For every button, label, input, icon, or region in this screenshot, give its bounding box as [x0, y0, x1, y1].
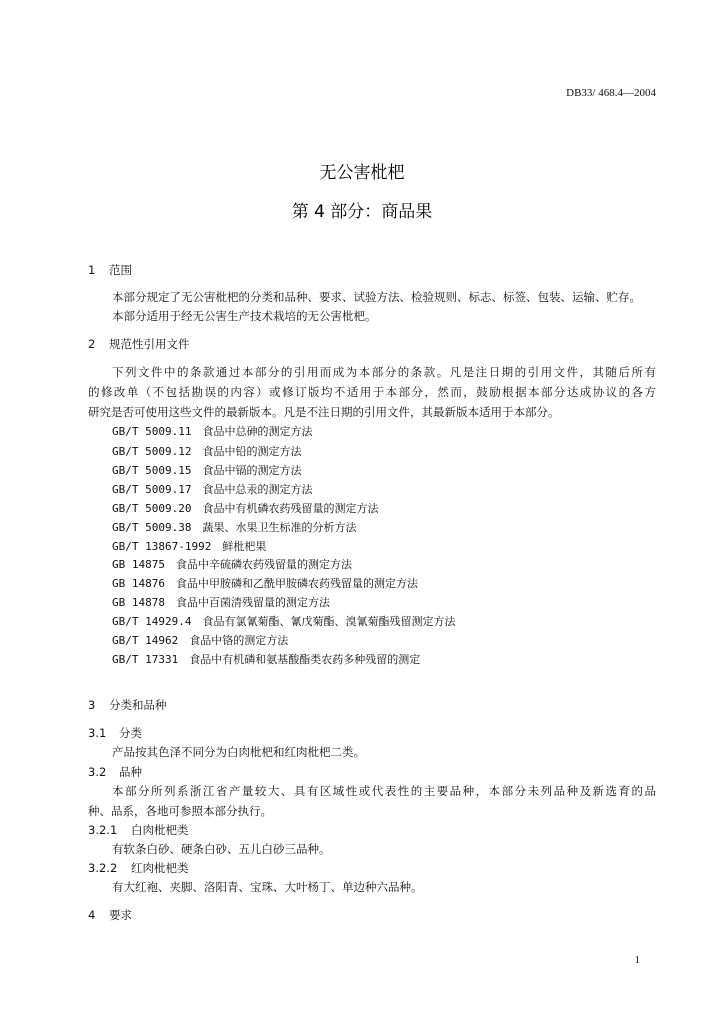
section-1-title: 范围 [109, 263, 132, 277]
section-3-title: 分类和品种 [109, 698, 167, 712]
subsection-3-2-1-heading [88, 822, 189, 838]
reference-item: GB/T 14929.4 食品有氯氰菊酯、氰戊菊酯、溴氰菊酯残留测定方法 [112, 615, 456, 628]
standard-number: DB33/ 468.4—2004 [566, 87, 656, 99]
subsection-3-2-heading [88, 764, 142, 780]
subsection-3-2-2-text: 有大红袍、夹脚、洛阳青、宝珠、大叶杨丁、单边种六品种。 [112, 880, 423, 894]
section-1-number: 1 [88, 263, 96, 277]
subsection-3-1-text: 产品按其色泽不同分为白肉枇杷和红肉枇杷二类。 [112, 745, 365, 759]
subsection-3-1-title: 分类 [119, 726, 142, 740]
section-2-intro-line-3: 研究是否可使用这些文件的最新版本。凡是不注日期的引用文件，其最新版本适用于本部分。 [88, 405, 560, 419]
reference-item: GB 14875 食品中辛硫磷农药残留量的测定方法 [112, 558, 352, 571]
subsection-3-1-heading [88, 725, 142, 741]
subsection-3-2-title: 品种 [119, 765, 142, 779]
subsection-3-2-2-number: 3.2.2 [88, 861, 118, 875]
section-4-number: 4 [88, 908, 96, 922]
page-number: 1 [634, 954, 640, 966]
section-3-number: 3 [88, 698, 96, 712]
section-4-heading [88, 907, 132, 923]
reference-item: GB/T 5009.38 蔬果、水果卫生标准的分析方法 [112, 521, 357, 534]
document-title: 无公害枇杷 [319, 163, 405, 183]
subsection-3-2-1-title: 白肉枇杷类 [131, 823, 189, 837]
reference-item: GB/T 5009.11 食品中总砷的测定方法 [112, 425, 313, 438]
subsection-3-2-2-title: 红肉枇杷类 [131, 861, 189, 875]
reference-item: GB 14876 食品中甲胺磷和乙酰甲胺磷农药残留量的测定方法 [112, 577, 418, 590]
section-2-heading [88, 336, 190, 352]
subsection-3-2-line-2: 种、品系，各地可参照本部分执行。 [88, 804, 272, 818]
section-1-heading [88, 262, 132, 278]
reference-item: GB/T 13867-1992 鲜枇杷果 [112, 540, 267, 553]
reference-item: GB/T 5009.17 食品中总汞的测定方法 [112, 483, 313, 496]
document-subtitle: 第 4 部分：商品果 [291, 202, 433, 222]
section-1-paragraph-2: 本部分适用于经无公害生产技术栽培的无公害枇杷。 [112, 309, 377, 323]
subsection-3-2-line-1: 本部分所列系浙江省产量较大、具有区域性或代表性的主要品种，本部分未列品种及新选育的品 [112, 784, 656, 798]
subsection-3-2-1-text: 有软条白砂、硬条白砂、五儿白砂三品种。 [112, 842, 331, 856]
section-2-title: 规范性引用文件 [109, 337, 190, 351]
section-2-number: 2 [88, 337, 96, 351]
section-3-heading [88, 697, 167, 713]
section-4-title: 要求 [109, 908, 132, 922]
reference-item: GB/T 5009.12 食品中铅的测定方法 [112, 445, 302, 458]
subsection-3-2-2-heading [88, 860, 189, 876]
reference-item: GB 14878 食品中百菌清残留量的测定方法 [112, 596, 330, 609]
section-2-intro-line-1: 下列文件中的条款通过本部分的引用而成为本部分的条款。凡是注日期的引用文件，其随后所有 [112, 365, 656, 379]
subsection-3-1-number: 3.1 [88, 726, 107, 740]
subsection-3-2-number: 3.2 [88, 765, 107, 779]
reference-item: GB/T 14962 食品中铬的测定方法 [112, 634, 289, 647]
reference-item: GB/T 5009.15 食品中镉的测定方法 [112, 464, 302, 477]
section-1-paragraph-1: 本部分规定了无公害枇杷的分类和品种、要求、试验方法、检验规则、标志、标签、包装、运输、贮存。 [112, 290, 641, 304]
section-2-intro-line-2: 的修改单（不包括勘误的内容）或修订版均不适用于本部分，然而，鼓励根据本部分达成协议的各方 [88, 385, 656, 399]
subsection-3-2-1-number: 3.2.1 [88, 823, 118, 837]
reference-item: GB/T 5009.20 食品中有机磷农药残留量的测定方法 [112, 502, 379, 515]
reference-item: GB/T 17331 食品中有机磷和氨基酸酯类农药多种残留的测定 [112, 653, 421, 666]
